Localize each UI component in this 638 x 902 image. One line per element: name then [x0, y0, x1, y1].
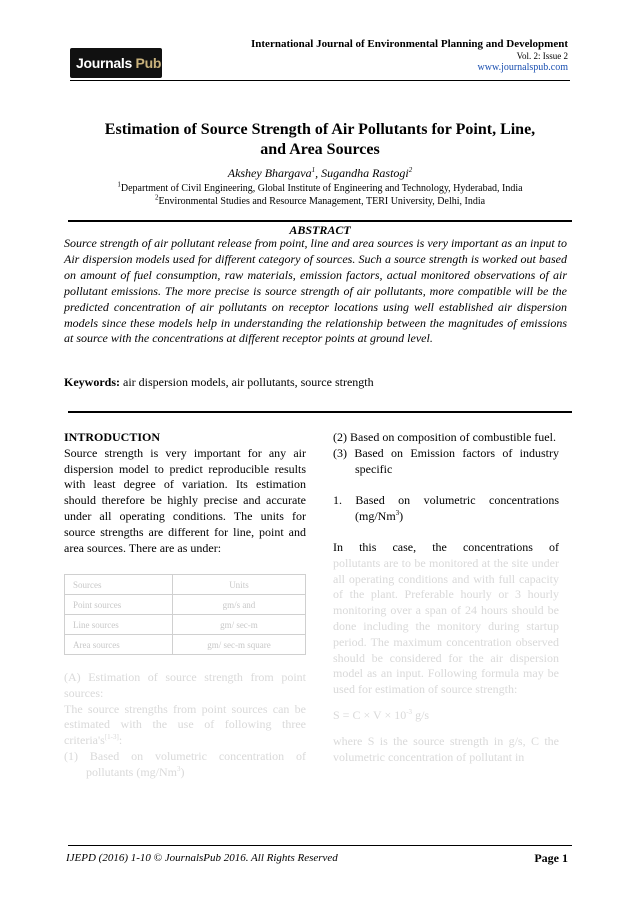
author-2: Sugandha Rastogi: [321, 166, 409, 180]
right-column: [333, 430, 559, 765]
abstract-heading: ABSTRACT: [289, 223, 351, 237]
table-row: [65, 595, 306, 615]
affiliation-2-text: Environmental Studies and Resource Management, TERI University, Delhi, India: [158, 196, 486, 207]
table-cell: gm/ sec-m square: [172, 635, 305, 655]
table-cell: gm/s and: [172, 595, 305, 615]
keywords-line: [64, 375, 374, 390]
case-paragraph-faded: pollutants are to be monitored at the site under all operating conditions and with full capacity of the plant. Preferable hourly or 3 hourly monitoring over a span of 24 hours should be done including the monitory during startup period. The maximum concentration observed should be considered for the air dispersion model as an input. Following formula may be used for estimation of source strength:: [333, 555, 559, 697]
affiliation-2-sup: 2: [154, 193, 159, 202]
formula-text: S = C × V × 10: [333, 707, 407, 722]
section-heading-introduction: INTRODUCTION: [64, 430, 161, 444]
journal-name: International Journal of Environmental Planning and Development: [251, 38, 568, 50]
keywords-label: Keywords:: [64, 375, 120, 389]
table-cell: Area sources: [65, 635, 173, 655]
author-line: [70, 166, 570, 181]
table-cell: Line sources: [65, 615, 173, 635]
criteria-paragraph: [64, 702, 306, 749]
abstract-divider: [68, 220, 572, 222]
author-1-sup: 1: [311, 166, 316, 174]
paper-title: [70, 120, 570, 160]
list-item-4-sup: 3: [395, 509, 400, 518]
table-row: [65, 575, 306, 595]
formula-sup: -3: [406, 707, 413, 716]
footer-copyright: IJEPD (2016) 1-10 © JournalsPub 2016. All Rights Reserved: [66, 852, 338, 864]
formula-end: g/s: [412, 707, 430, 722]
logo-text-pub: Pub: [135, 55, 162, 71]
left-column: [64, 430, 306, 556]
table-cell: Point sources: [65, 595, 173, 615]
table-row: [65, 635, 306, 655]
table-header-sources: Sources: [65, 575, 173, 595]
formula-where-text: where S is the source strength in g/s, C the volumetric concentration of pollutant in: [333, 733, 559, 764]
units-table: [64, 574, 306, 655]
criteria-end: :: [118, 733, 123, 748]
table-cell: gm/ sec-m: [172, 615, 305, 635]
list-item: [333, 493, 559, 525]
logo-text-journals: Journals: [76, 55, 132, 71]
source-strength-formula: [333, 708, 559, 724]
list-item: [64, 749, 306, 781]
criteria-text: The source strengths from point sources can be estimated with the use of following three criteria's: [64, 701, 306, 748]
journal-url-link[interactable]: www.journalspub.com: [477, 62, 568, 73]
abstract-text: Source strength of air pollutant release from point, line and area sources is very important as an input to Air dispersion models used for different category of sources. Such a source strength is worked out based on amount of fuel consumption, raw materials, emission factors, actual monitored observations of air pollutant emissions. The more precise is source strength of air pollutants, more compatible will be the predicted concentration of air pollutants on receptor locations using well established air dispersion models since these models help in understanding the relationship between the magnitudes of emissions at source with the concentrations at different receptor points at ground level.: [64, 236, 567, 346]
list-item-4-end: ): [399, 509, 404, 524]
author-separator: ,: [315, 166, 322, 180]
keywords-text: air dispersion models, air pollutants, source strength: [120, 375, 374, 389]
page-number: Page 1: [534, 851, 568, 865]
title-line-2: and Area Sources: [260, 141, 380, 158]
list-item-4-text: 1. Based on volumetric concentrations (mg/Nm: [333, 493, 559, 524]
author-2-sup: 2: [408, 166, 413, 174]
table-row: [65, 615, 306, 635]
list-item: (3) Based on Emission factors of industry specific: [333, 445, 559, 476]
affiliation-1: [70, 180, 570, 194]
header-divider: [70, 80, 570, 81]
journalspub-logo: [70, 48, 162, 78]
list-item-1-end: ): [180, 764, 185, 779]
footer-divider: [68, 845, 572, 846]
list-item-1-sup: 3: [177, 764, 181, 773]
citation-sup: [1-3]: [104, 733, 119, 742]
list-item-1-text: (1) Based on volumetric concentration of pollutants (mg/Nm: [64, 748, 306, 779]
table-header-units: Units: [172, 575, 305, 595]
journal-volume: Vol. 2: Issue 2: [516, 51, 568, 61]
affiliation-1-sup: 1: [117, 180, 121, 189]
title-line-1: Estimation of Source Strength of Air Pollutants for Point, Line,: [104, 121, 536, 138]
list-item: (2) Based on composition of combustible fuel.: [333, 430, 556, 444]
intro-paragraph: Source strength is very important for any air dispersion model to predict reproducible results with least degree of variation. Its estimation should therefore be highly precise and accurate under all operating conditions. The units for source strengths are different for line, point and area sources. There are as under:: [64, 445, 306, 555]
author-1: Akshey Bhargava: [227, 166, 312, 180]
subsection-heading-point-sources: (A) Estimation of source strength from point sources:: [64, 670, 306, 700]
keywords-divider: [68, 411, 572, 413]
left-faded-text: [64, 670, 306, 781]
affiliation-2: [70, 193, 570, 207]
affiliation-1-text: Department of Civil Engineering, Global Institute of Engineering and Technology, Hyderabad, India: [120, 183, 523, 194]
case-paragraph-start: In this case, the concentrations of: [333, 539, 559, 554]
